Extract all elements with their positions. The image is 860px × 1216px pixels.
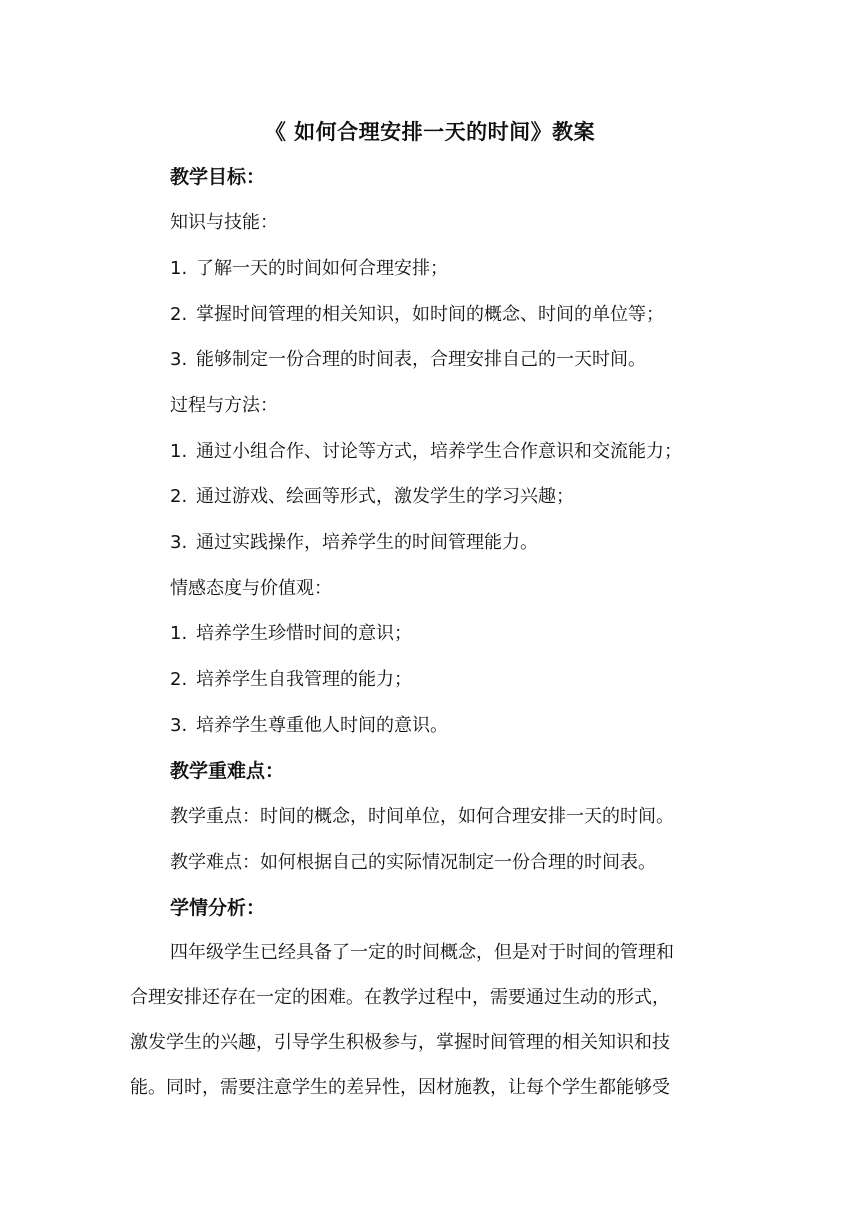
analysis-line: 合理安排还存在一定的困难。在教学过程中，需要通过生动的形式， bbox=[130, 987, 670, 1008]
item-number: 2. bbox=[170, 486, 188, 507]
knowledge-item bbox=[170, 254, 448, 280]
teaching-difficulty: 教学难点：如何根据自己的实际情况制定一份合理的时间表。 bbox=[170, 852, 656, 873]
process-item bbox=[170, 482, 574, 508]
process-item bbox=[170, 437, 682, 463]
knowledge-item bbox=[170, 345, 646, 371]
analysis-heading: 学情分析： bbox=[170, 897, 266, 919]
process-label: 过程与方法： bbox=[170, 395, 278, 416]
item-number: 3. bbox=[170, 715, 188, 736]
key-points-heading: 教学重难点： bbox=[170, 760, 285, 782]
objectives-heading: 教学目标： bbox=[170, 166, 266, 188]
item-text: 通过小组合作、讨论等方式，培养学生合作意识和交流能力； bbox=[196, 441, 682, 462]
knowledge-item bbox=[170, 300, 664, 326]
process-item bbox=[170, 528, 538, 554]
emotion-item bbox=[170, 665, 412, 691]
item-number: 2. bbox=[170, 669, 188, 690]
item-text: 培养学生珍惜时间的意识； bbox=[196, 623, 412, 644]
item-number: 1. bbox=[170, 258, 188, 279]
knowledge-label: 知识与技能： bbox=[170, 212, 278, 233]
item-text: 培养学生自我管理的能力； bbox=[196, 669, 412, 690]
analysis-line: 能。同时，需要注意学生的差异性，因材施教，让每个学生都能够受 bbox=[130, 1077, 670, 1098]
item-number: 3. bbox=[170, 349, 188, 370]
item-number: 1. bbox=[170, 623, 188, 644]
item-text: 能够制定一份合理的时间表，合理安排自己的一天时间。 bbox=[196, 349, 646, 370]
document-title: 《 如何合理安排一天的时间》教案 bbox=[264, 120, 596, 144]
emotion-item bbox=[170, 619, 412, 645]
analysis-line: 四年级学生已经具备了一定的时间概念，但是对于时间的管理和 bbox=[170, 942, 674, 963]
item-number: 3. bbox=[170, 532, 188, 553]
item-text: 通过游戏、绘画等形式，激发学生的学习兴趣； bbox=[196, 486, 574, 507]
item-text: 通过实践操作，培养学生的时间管理能力。 bbox=[196, 532, 538, 553]
item-text: 培养学生尊重他人时间的意识。 bbox=[196, 715, 448, 736]
item-text: 掌握时间管理的相关知识，如时间的概念、时间的单位等； bbox=[196, 304, 664, 325]
emotion-item bbox=[170, 711, 448, 737]
item-text: 了解一天的时间如何合理安排； bbox=[196, 258, 448, 279]
analysis-line: 激发学生的兴趣，引导学生积极参与，掌握时间管理的相关知识和技 bbox=[130, 1032, 670, 1053]
item-number: 1. bbox=[170, 441, 188, 462]
item-number: 2. bbox=[170, 304, 188, 325]
teaching-focus: 教学重点：时间的概念，时间单位，如何合理安排一天的时间。 bbox=[170, 806, 674, 827]
emotion-label: 情感态度与价值观： bbox=[170, 578, 332, 599]
